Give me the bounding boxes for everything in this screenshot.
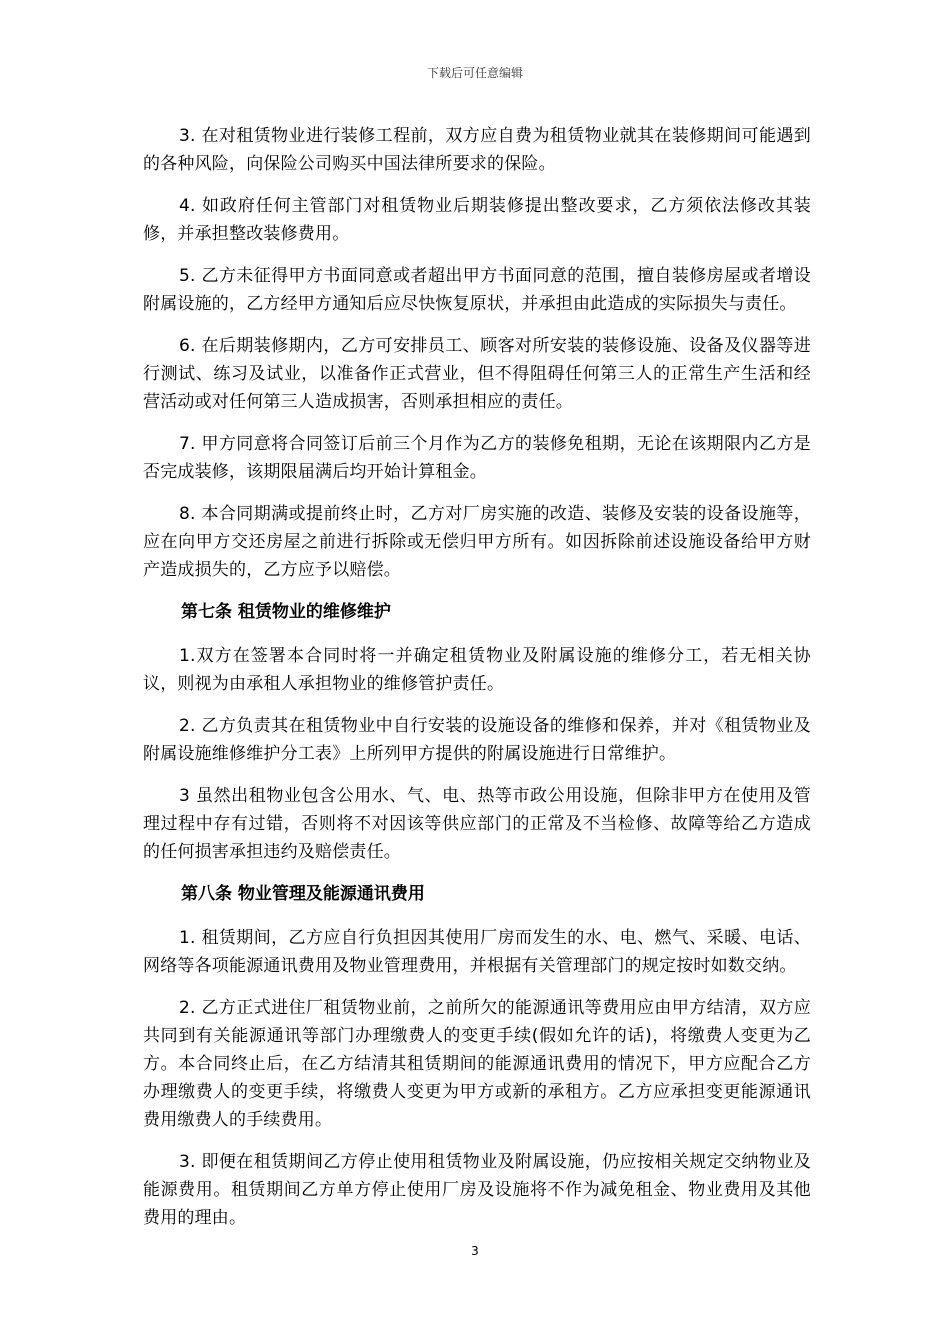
clause-6-5: 5. 乙方未征得甲方书面同意或者超出甲方书面同意的范围，擅自装修房屋或者增设附属设施的，乙方经甲方通知后应尽快恢复原状，并承担由此造成的实际损失与责任。 xyxy=(143,266,811,314)
clause-8-3: 3. 即便在租赁期间乙方停止使用租赁物业及附属设施，仍应按相关规定交纳物业及能源费用。租赁期间乙方单方停止使用厂房及设施将不作为减免租金、物业费用及其他费用的理由。 xyxy=(143,1152,811,1228)
clause-7-3: 3 虽然出租物业包含公用水、气、电、热等市政公用设施，但除非甲方在使用及管理过程中存有过错，否则将不对因该等供应部门的正常及不当检修、故障等给乙方造成的任何损害承担违约及赔偿责任。 xyxy=(143,786,811,862)
clause-7-1: 1.双方在签署本合同时将一并确定租赁物业及附属设施的维修分工，若无相关协议，则视为由承租人承担物业的维修管护责任。 xyxy=(143,646,811,694)
clause-6-8: 8. 本合同期满或提前终止时，乙方对厂房实施的改造、装修及安装的设备设施等，应在向甲方交还房屋之前进行拆除或无偿归甲方所有。如因拆除前述设施设备给甲方财产造成损失的，乙方应予以赔偿。 xyxy=(143,504,811,580)
section-title-article-7: 第七条 租赁物业的维修维护 xyxy=(181,602,391,622)
page-number: 3 xyxy=(471,1244,479,1258)
section-title-article-8: 第八条 物业管理及能源通讯费用 xyxy=(181,884,425,904)
clause-8-2: 2. 乙方正式进住厂租赁物业前，之前所欠的能源通讯等费用应由甲方结清，双方应共同到有关能源通讯等部门办理缴费人的变更手续(假如允许的话)，将缴费人变更为乙方。本合同终止后，在乙方结清其租赁期间的能源通讯费用的情况下，甲方应配合乙方办理缴费人的变更手续，将缴费人变更为甲方或新的承租方。乙方应承担变更能源通讯费用缴费人的手续费用。 xyxy=(143,998,811,1130)
clause-6-4: 4. 如政府任何主管部门对租赁物业后期装修提出整改要求，乙方须依法修改其装修，并承担整改装修费用。 xyxy=(143,196,811,244)
clause-6-7: 7. 甲方同意将合同签订后前三个月作为乙方的装修免租期，无论在该期限内乙方是否完成装修，该期限届满后均开始计算租金。 xyxy=(143,434,811,482)
page-header: 下载后可任意编辑 xyxy=(426,66,523,80)
clause-7-2: 2. 乙方负责其在租赁物业中自行安装的设施设备的维修和保养，并对《租赁物业及附属设施维修维护分工表》上所列甲方提供的附属设施进行日常维护。 xyxy=(143,716,811,764)
clause-6-6: 6. 在后期装修期内，乙方可安排员工、顾客对所安装的装修设施、设备及仪器等进行测试、练习及试业，以准备作正式营业，但不得阻碍任何第三人的正常生产生活和经营活动或对任何第三人造成损害，否则承担相应的责任。 xyxy=(143,336,811,412)
document-body xyxy=(143,122,811,1246)
clause-8-1: 1. 租赁期间，乙方应自行负担因其使用厂房而发生的水、电、燃气、采暖、电话、网络等各项能源通讯费用及物业管理费用，并根据有关管理部门的规定按时如数交纳。 xyxy=(143,928,811,976)
clause-6-3: 3. 在对租赁物业进行装修工程前，双方应自费为租赁物业就其在装修期间可能遇到的各种风险，向保险公司购买中国法律所要求的保险。 xyxy=(143,126,811,174)
